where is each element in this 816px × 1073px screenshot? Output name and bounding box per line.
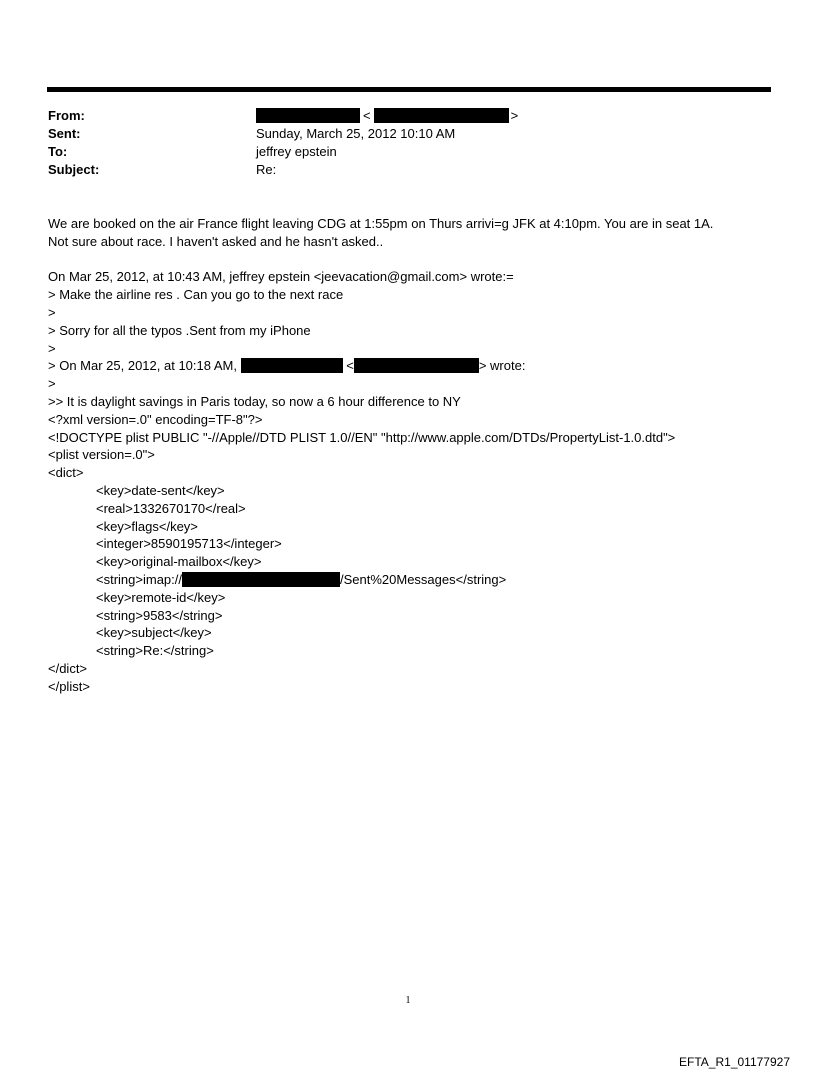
to-value: jeffrey epstein — [256, 144, 337, 159]
xml-line: <string>Re:</string> — [96, 643, 214, 659]
redaction-box — [182, 572, 340, 587]
xml-prefix: <string>imap:// — [96, 571, 182, 587]
from-row — [48, 107, 768, 125]
subject-row — [48, 161, 768, 179]
page-number: 1 — [405, 995, 411, 1006]
xml-line: <real>1332670170</real> — [96, 500, 246, 516]
quoted-line: > — [48, 340, 56, 356]
xml-line: <dict> — [48, 465, 84, 481]
xml-line: </dict> — [48, 660, 88, 676]
subject-label: Subject: — [48, 162, 100, 177]
body-line: Not sure about race. I haven't asked and he hasn't asked.. — [48, 233, 384, 249]
xml-line: <key>remote-id</key> — [96, 589, 226, 605]
from-gt: > — [510, 108, 519, 123]
quote-header: On Mar 25, 2012, at 10:43 AM, jeffrey epstein <jeevacation@gmail.com> wrote:= — [48, 269, 514, 285]
xml-line: <?xml version=.0" encoding=TF-8"?> — [48, 411, 263, 427]
email-header — [48, 107, 768, 179]
body-line: We are booked on the air France flight leaving CDG at 1:55pm on Thurs arrivi=g JFK at 4:10pm. You are in seat 1A. — [48, 216, 714, 231]
quoted-lt: < — [346, 358, 354, 374]
quoted-line: > Sorry for all the typos .Sent from my iPhone — [48, 322, 311, 338]
subject-value: Re: — [256, 162, 277, 177]
xml-line: <plist version=.0"> — [48, 447, 155, 463]
from-label: From: — [48, 108, 85, 123]
xml-line: <string>9583</string> — [96, 607, 223, 623]
xml-line: <key>flags</key> — [96, 518, 198, 534]
quoted-line: > Make the airline res . Can you go to the next race — [48, 287, 344, 303]
redaction-box — [256, 108, 360, 123]
xml-suffix: /Sent%20Messages</string> — [340, 571, 507, 587]
redaction-box — [354, 358, 479, 373]
to-label: To: — [48, 144, 68, 159]
quoted-line: >> It is daylight savings in Paris today, so now a 6 hour difference to NY — [48, 393, 461, 409]
quoted-line: > — [48, 304, 56, 320]
to-row — [48, 143, 768, 161]
from-lt: < — [363, 108, 371, 123]
xml-line: <!DOCTYPE plist PUBLIC "-//Apple//DTD PLIST 1.0//EN" "http://www.apple.com/DTDs/PropertyList-1.0.dtd"> — [48, 429, 676, 445]
sent-value: Sunday, March 25, 2012 10:10 AM — [256, 126, 456, 141]
document-id: EFTA_R1_01177927 — [679, 1055, 790, 1069]
xml-line: </plist> — [48, 678, 90, 694]
blank-line — [48, 251, 778, 269]
xml-line: <integer>8590195713</integer> — [96, 536, 282, 552]
redaction-box — [241, 358, 343, 373]
top-divider — [47, 87, 771, 92]
quoted-line: > — [48, 376, 56, 392]
email-body — [48, 215, 778, 696]
xml-line: <key>date-sent</key> — [96, 482, 225, 498]
from-value — [256, 107, 518, 125]
sent-label: Sent: — [48, 126, 81, 141]
quoted-suffix: > wrote: — [478, 358, 526, 374]
xml-line-with-redaction — [48, 571, 778, 589]
xml-line: <key>subject</key> — [96, 625, 212, 641]
quoted-line-with-redaction — [48, 357, 778, 375]
redaction-box — [374, 108, 509, 123]
quoted-prefix: > On Mar 25, 2012, at 10:18 AM, — [48, 358, 237, 374]
sent-row — [48, 125, 768, 143]
xml-line: <key>original-mailbox</key> — [96, 554, 262, 570]
